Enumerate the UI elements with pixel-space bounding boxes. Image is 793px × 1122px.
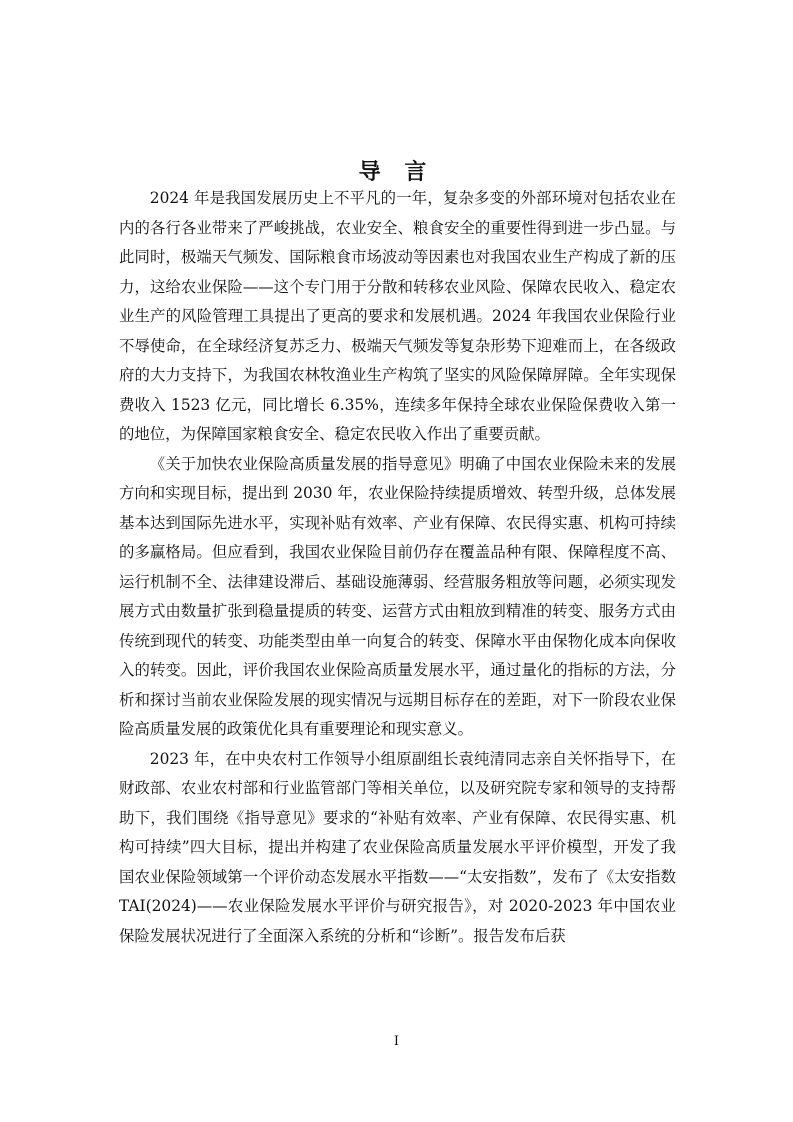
paragraph-2: 《关于加快农业保险高质量发展的指导意见》明确了中国农业保险未来的发展方向和实现目标，提出到 2030 年，农业保险持续提质增效、转型升级，总体发展基本达到国际先进水平，实现补贴有效率、产业有保障、农民得实惠、机构可持续的多赢格局。但应看到，我国农业保险目前仍存在覆盖品种有限、保障程度不高、运行机制不全、法律建设滞后、基础设施薄弱、经营服务粗放等问题，必须实现发展方式由数量扩张到稳量提质的转变、运营方式由粗放到精准的转变、服务方式由传统到现代的转变、功能类型由单一向复合的转变、保障水平由保物化成本向保收入的转变。因此，评价我国农业保险高质量发展水平，通过量化的指标的方法，分析和探讨当前农业保险发展的现实情况与远期目标存在的差距，对下一阶段农业保险高质量发展的政策优化具有重要理论和现实意义。 [119, 454, 676, 738]
paragraph-1: 2024 年是我国发展历史上不平凡的一年，复杂多变的外部环境对包括农业在内的各行各业带来了严峻挑战，农业安全、粮食安全的重要性得到进一步凸显。与此同时，极端天气频发、国际粮食市场波动等因素也对我国农业生产构成了新的压力，这给农业保险——这个专门用于分散和转移农业风险、保障农民收入、稳定农业生产的风险管理工具提出了更高的要求和发展机遇。2024 年我国农业保险行业不辱使命，在全球经济复苏乏力、极端天气频发等复杂形势下迎难而上，在各级政府的大力支持下，为我国农林牧渔业生产构筑了坚实的风险保障屏障。全年实现保费收入 1523 亿元，同比增长 6.35%，连续多年保持全球农业保险保费收入第一的地位，为保障国家粮食安全、稳定农民收入作出了重要贡献。 [119, 189, 676, 443]
body-text [119, 184, 676, 951]
page-number: I [393, 1034, 400, 1049]
paragraph-3: 2023 年，在中央农村工作领导小组原副组长袁纯清同志亲自关怀指导下，在财政部、农业农村部和行业监管部门等相关单位，以及研究院专家和领导的支持帮助下，我们围绕《指导意见》要求的“补贴有效率、产业有保障、农民得实惠、机构可持续”四大目标，提出并构建了农业保险高质量发展水平评价模型，开发了我国农业保险领域第一个评价动态发展水平指数——“太安指数”，发布了《太安指数 TAI(2024)——农业保险发展水平评价与研究报告》，对 2020-2023 年中国农业保险发展状况进行了全面深入系统的分析和“诊断”。报告发布后获 [119, 749, 676, 945]
page-title: 导 言 [358, 160, 435, 185]
